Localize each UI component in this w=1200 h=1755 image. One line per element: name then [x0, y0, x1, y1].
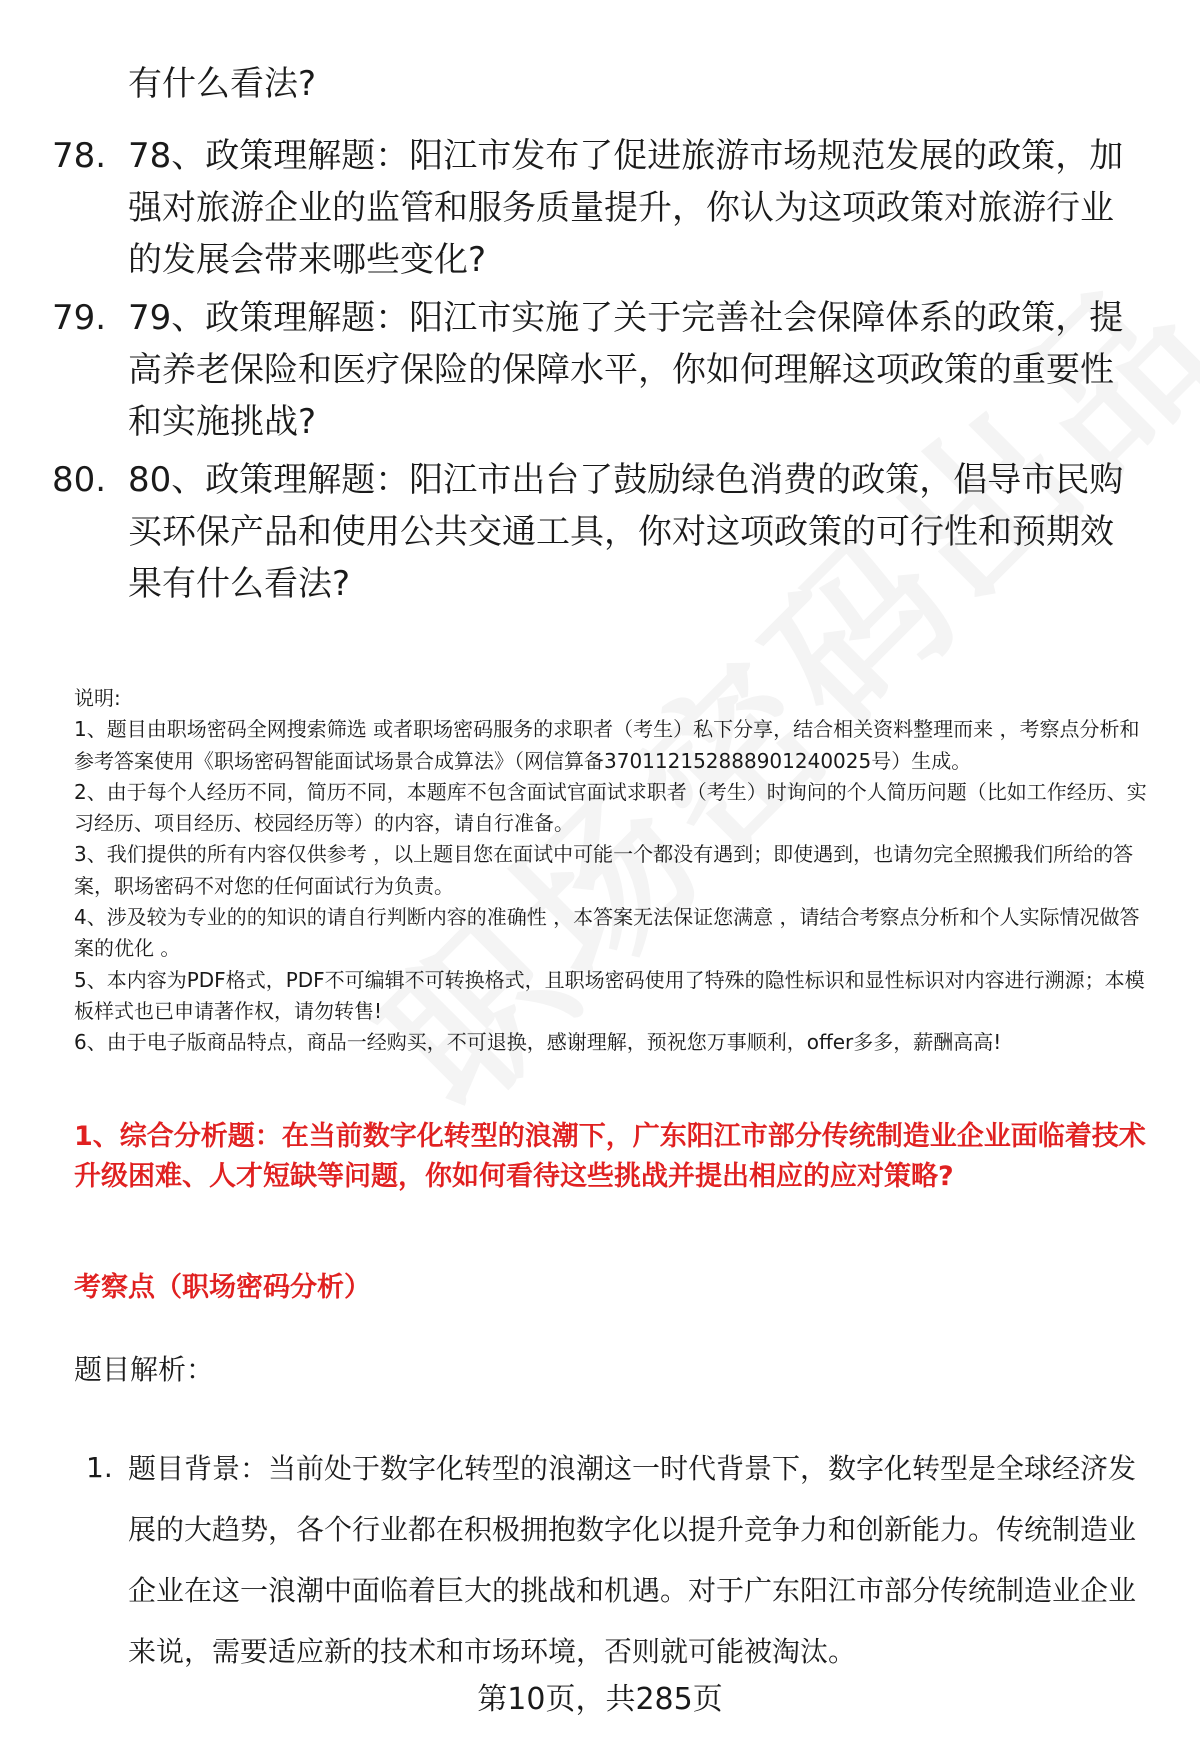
- analysis-item-text: 题目背景：当前处于数字化转型的浪潮这一时代背景下，数字化转型是全球经济发展的大趋势，各个行业都在积极拥抱数字化以提升竞争力和创新能力。传统制造业企业在这一浪潮中面临着巨大的挑战和机遇。对于广东阳江市部分传统制造业企业来说，需要适应新的技术和市场环境，否则就可能被淘汰。: [128, 1452, 1137, 1668]
- main-question: 1、综合分析题：在当前数字化转型的浪潮下，广东阳江市部分传统制造业企业面临着技术升级困难、人才短缺等问题，你如何看待这些挑战并提出相应的应对策略?: [74, 1121, 1146, 1192]
- question-number: 80.: [52, 460, 107, 500]
- question-text: 79、政策理解题：阳江市实施了关于完善社会保障体系的政策，提高养老保险和医疗保险的保障水平，你如何理解这项政策的重要性和实施挑战?: [128, 298, 1124, 442]
- question-text: 78、政策理解题：阳江市发布了促进旅游市场规范发展的政策，加强对旅游企业的监管和服务质量提升，你认为这项政策对旅游行业的发展会带来哪些变化?: [128, 136, 1124, 280]
- question-number: 78.: [52, 136, 107, 176]
- analysis-item-number: 1.: [86, 1451, 113, 1484]
- question-text: 80、政策理解题：阳江市出台了鼓励绿色消费的政策，倡导市民购买环保产品和使用公共交通工具，你对这项政策的可行性和预期效果有什么看法?: [128, 460, 1124, 604]
- note-item: 5、本内容为PDF格式，PDF不可编辑不可转换格式，且职场密码使用了特殊的隐性标识和显性标识对内容进行溯源；本模板样式也已申请著作权，请勿转售!: [74, 967, 1145, 1023]
- note-item: 4、涉及较为专业的的知识的请自行判断内容的准确性 ，本答案无法保证您满意 ，请结合考察点分析和个人实际情况做答案的优化 。: [74, 905, 1140, 961]
- page-footer: 第10页，共285页: [477, 1682, 723, 1717]
- note-item: 1、题目由职场密码全网搜索筛选 或者职场密码服务的求职者（考生）私下分享，结合相关资料整理而来 ，考察点分析和参考答案使用《职场密码智能面试场景合成算法》（网信算备370112152888901240025号）生成。: [74, 717, 1140, 773]
- question-number: 79.: [52, 298, 107, 338]
- notes-section: [74, 683, 1154, 1059]
- note-item: 6、由于电子版商品特点，商品一经购买，不可退换，感谢理解，预祝您万事顺利，offer多多，薪酬高高!: [74, 1030, 1002, 1055]
- section-title: 考察点（职场密码分析）: [74, 1272, 371, 1303]
- note-item: 2、由于每个人经历不同，简历不同，本题库不包含面试官面试求职者（考生）时询问的个人简历问题（比如工作经历、实习经历、项目经历、校园经历等）的内容，请自行准备。: [74, 779, 1147, 836]
- analysis-label: 题目解析：: [74, 1353, 215, 1386]
- note-item: 3、我们提供的所有内容仅供参考 ，以上题目您在面试中可能一个都没有遇到；即使遇到，也请勿完全照搬我们所给的答案，职场密码不对您的任何面试行为负责。: [74, 842, 1134, 898]
- notes-title: 说明:: [74, 686, 121, 710]
- question-continuation: 有什么看法?: [128, 64, 317, 104]
